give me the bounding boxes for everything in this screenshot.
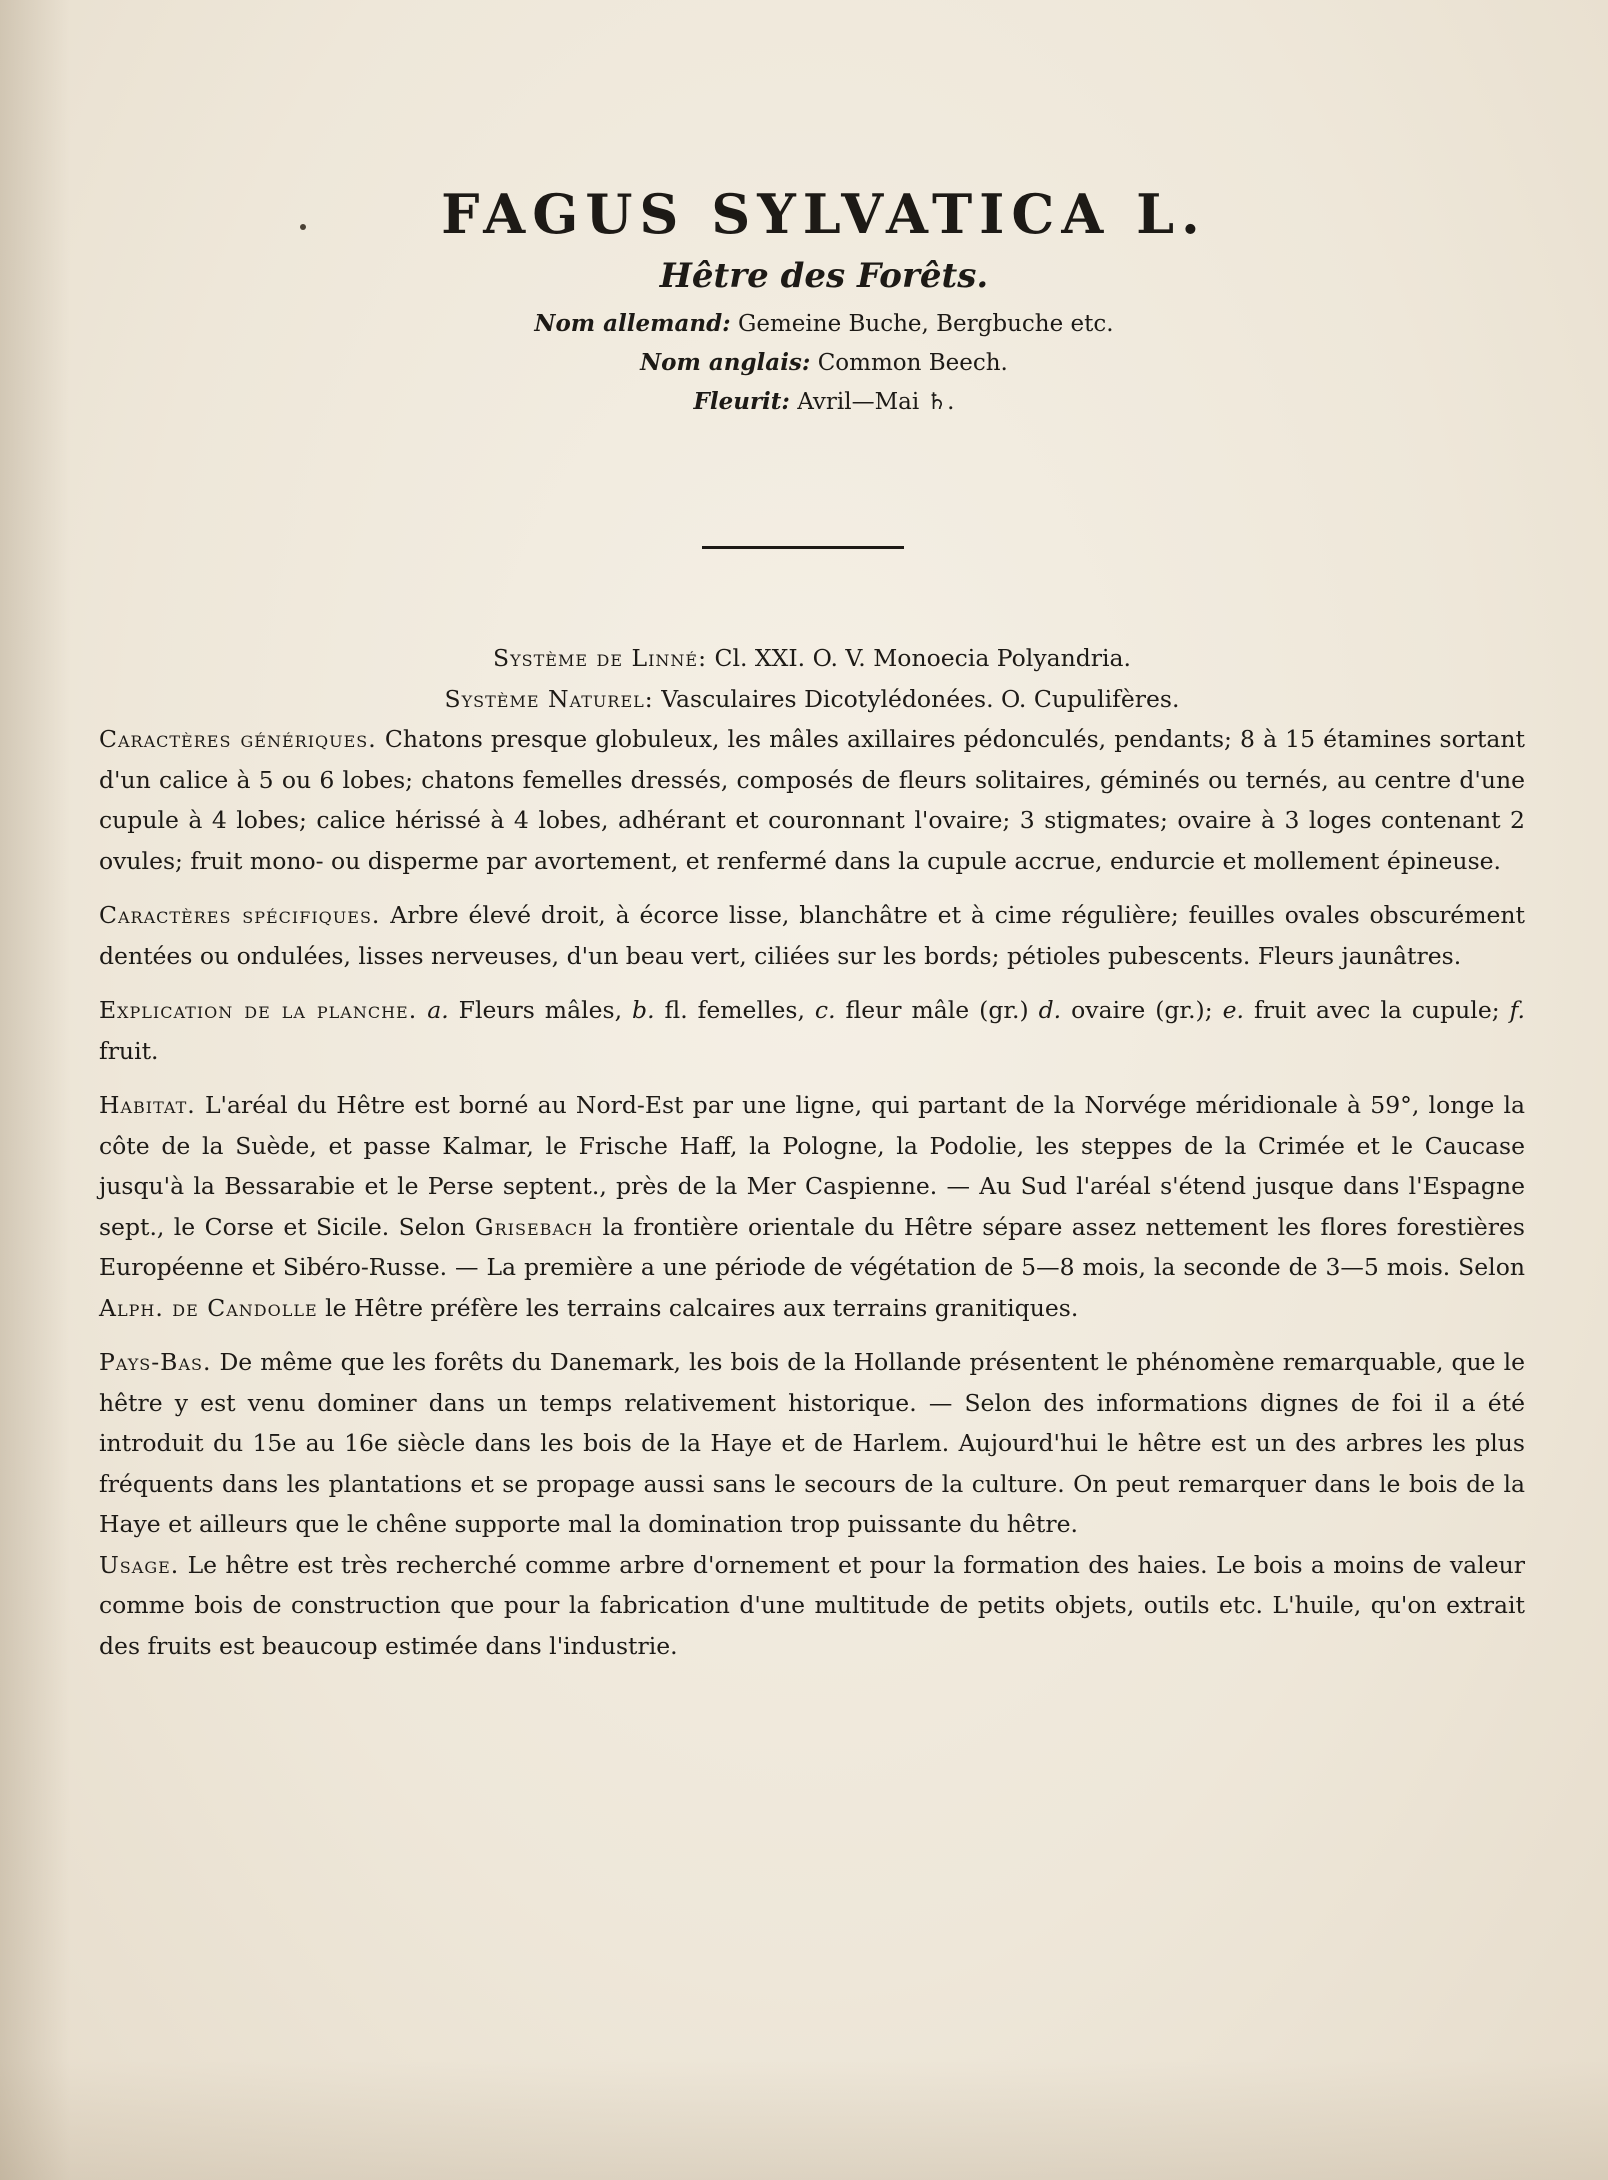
netherlands-paragraph <box>99 1342 1525 1545</box>
generic-characters-text: Chatons presque globuleux, les mâles axillaires pédonculés, pendants; 8 à 15 étamines sortant d'un calice à 5 ou 6 lobes; chatons femelles dressés, composés de fleurs solitaires, géminés ou ternés, au centre d'une cupule à 4 lobes; calice hérissé à 4 lobes, adhérant et couronnant l'ovaire; 3 stigmates; ovaire à 3 loges contenant 2 ovules; fruit mono- ou disperme par avortement, et renfermé dans la cupule accrue, endurcie et mollement épineuse. <box>99 725 1526 875</box>
natural-system-value: Vasculaires Dicotylédonées. O. Cupulifères. <box>661 684 1180 713</box>
plate-key-c-text: fleur mâle (gr.) <box>845 996 1029 1024</box>
linne-system-line <box>99 638 1525 679</box>
english-name-label: Nom anglais: <box>640 349 811 376</box>
plate-key-d: d. <box>1038 996 1062 1024</box>
specific-characters-label: Caractères spécifiques. <box>99 901 381 929</box>
usage-text: Le hêtre est très recherché comme arbre d'ornement et pour la formation des haies. Le bois a moins de valeur comme bois de construction que pour la fabrication d'une multitude de petits objets, outils etc. L'huile, qu'on extrait des fruits est beaucoup estimée dans l'industrie. <box>99 1550 1525 1660</box>
habitat-text-2: la frontière orientale du Hêtre sépare assez nettement les flores forestières Européenne et Sibéro-Russe. — La première a une période de végétation de 5—8 mois, la seconde de 3—5 mois. Selon <box>99 1212 1525 1281</box>
plate-key-e: e. <box>1222 996 1245 1024</box>
page-header <box>0 182 1608 415</box>
english-name-value: Common Beech. <box>817 350 1008 376</box>
natural-system-line <box>99 679 1525 720</box>
page-bottom-shadow <box>0 2060 1608 2180</box>
plate-key-f: f. <box>1509 996 1525 1024</box>
habitat-text-1: L'aréal du Hêtre est borné au Nord-Est par une ligne, qui partant de la Norvége méridionale à 59°, longe la côte de la Suède, et passe Kalmar, le Frische Haff, la Pologne, la Podolie, les steppes de la Crimée et le Caucase jusqu'à la Bessarabie et le Perse septent., près de la Mer Caspienne. — Au Sud l'aréal s'étend jusque dans l'Espagne sept., le Corse et Sicile. Selon <box>99 1091 1525 1241</box>
plate-key-b: b. <box>632 996 655 1024</box>
plate-key-d-text: ovaire (gr.); <box>1071 996 1213 1024</box>
flowering-line <box>0 388 1608 415</box>
plate-explanation-label: Explication de la planche. <box>99 996 418 1024</box>
habitat-label: Habitat. <box>99 1091 196 1119</box>
flowering-label: Fleurit: <box>693 388 790 415</box>
plate-key-a-text: Fleurs mâles, <box>458 996 623 1024</box>
natural-system-label: Système Naturel: <box>444 684 654 713</box>
habitat-paragraph <box>99 1085 1525 1328</box>
specific-characters-paragraph <box>99 895 1525 976</box>
plate-key-b-text: fl. femelles, <box>664 996 805 1024</box>
german-name-label: Nom allemand: <box>534 310 731 337</box>
german-name-line <box>0 310 1608 337</box>
generic-characters-label: Caractères génériques. <box>99 725 377 753</box>
usage-paragraph <box>99 1545 1525 1667</box>
plate-key-c: c. <box>814 996 836 1024</box>
section-divider <box>702 546 904 549</box>
linne-system-value: Cl. XXI. O. V. Monoecia Polyandria. <box>714 644 1132 672</box>
usage-label: Usage. <box>99 1550 180 1579</box>
english-name-line <box>0 349 1608 376</box>
habitat-author-candolle: Alph. de Candolle <box>99 1293 318 1322</box>
plate-key-e-text: fruit avec la cupule; <box>1254 996 1500 1024</box>
linne-system-label: Système de Linné: <box>492 644 707 672</box>
flowering-value: Avril—Mai ♄. <box>797 389 955 415</box>
generic-characters-paragraph <box>99 719 1525 881</box>
page-body <box>99 638 1525 1666</box>
specific-characters-text: Arbre élevé droit, à écorce lisse, blanchâtre et à cime régulière; feuilles ovales obscurément dentées ou ondulées, lisses nerveuses, d'un beau vert, ciliées sur les bords; pétioles pubescents. Fleurs jaunâtres. <box>99 901 1525 970</box>
page-title: FAGUS SYLVATICA L. <box>441 182 1207 246</box>
plate-key-a: a. <box>427 996 449 1024</box>
german-name-value: Gemeine Buche, Bergbuche etc. <box>738 311 1114 337</box>
plate-explanation-paragraph <box>99 990 1525 1071</box>
page-subtitle: Hêtre des Forêts. <box>659 256 989 296</box>
netherlands-text: De même que les forêts du Danemark, les bois de la Hollande présentent le phénomène remarquable, que le hêtre y est venu dominer dans un temps relativement historique. — Selon des informations dignes de foi il a été introduit du 15e au 16e siècle dans les bois de la Haye et de Harlem. Aujourd'hui le hêtre est un des arbres les plus fréquents dans les plantations et se propage aussi sans le secours de la culture. On peut remarquer dans le bois de la Haye et ailleurs que le chêne supporte mal la domination trop puissante du hêtre. <box>99 1348 1525 1538</box>
habitat-text-3: le Hêtre préfère les terrains calcaires aux terrains granitiques. <box>325 1293 1079 1322</box>
habitat-author-grisebach: Grisebach <box>474 1212 594 1241</box>
netherlands-label: Pays-Bas. <box>99 1348 212 1376</box>
plate-key-f-text: fruit. <box>99 1036 159 1065</box>
